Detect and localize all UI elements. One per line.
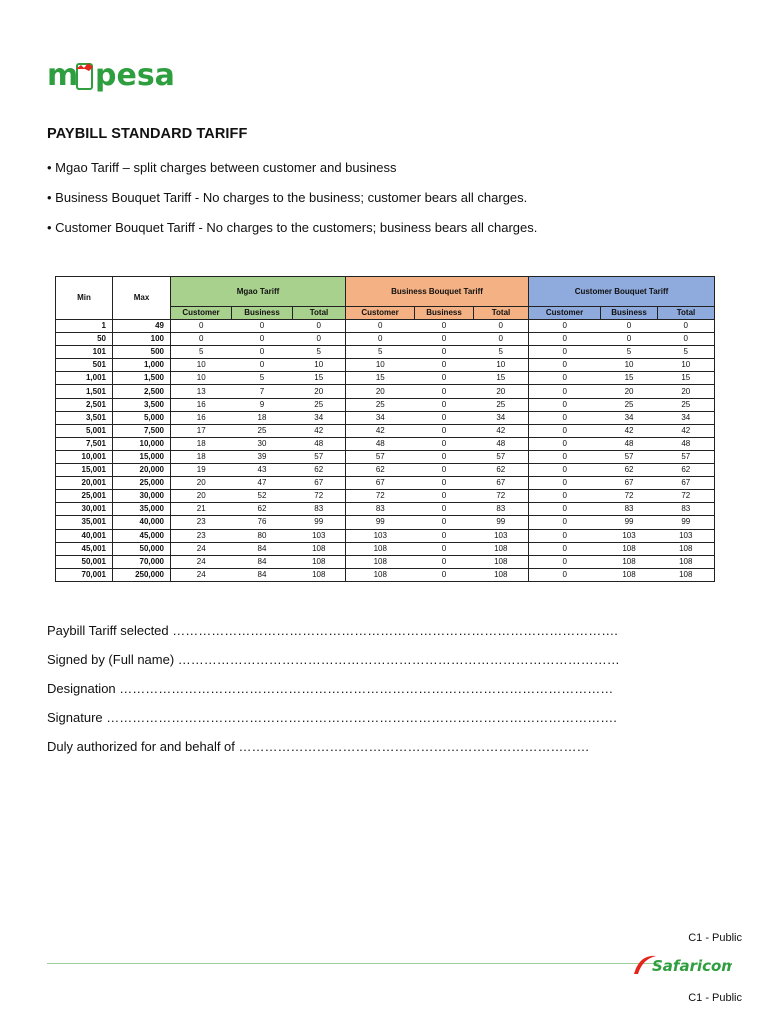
cell-bb-customer: 72 [346,490,415,503]
table-row [56,477,715,490]
cell-cb-customer: 0 [529,411,601,424]
cell-min: 15,001 [56,464,113,477]
cell-max: 3,500 [113,398,171,411]
table-row [56,424,715,437]
logo-text-pesa: pesa [95,58,175,93]
cell-mgao-customer: 19 [171,464,232,477]
cell-bb-business: 0 [415,503,474,516]
cell-bb-total: 67 [474,477,529,490]
cell-min: 1,001 [56,372,113,385]
footer-divider [47,963,659,964]
cell-bb-total: 62 [474,464,529,477]
cell-max: 1,000 [113,359,171,372]
table-row [56,555,715,568]
cell-bb-customer: 10 [346,359,415,372]
form-line-signed-by: Signed by (Full name) ………………………………………………………………………………………… [47,652,620,667]
cell-mgao-total: 108 [293,542,346,555]
cell-cb-total: 108 [658,568,715,581]
cell-mgao-business: 39 [232,450,293,463]
cell-bb-customer: 5 [346,346,415,359]
cell-bb-business: 0 [415,424,474,437]
cell-max: 250,000 [113,568,171,581]
cell-bb-total: 0 [474,333,529,346]
safaricom-logo [632,950,732,976]
cell-max: 40,000 [113,516,171,529]
table-row [56,490,715,503]
cell-min: 501 [56,359,113,372]
cell-bb-total: 25 [474,398,529,411]
cell-min: 70,001 [56,568,113,581]
cell-bb-customer: 103 [346,529,415,542]
form-line-authorized: Duly authorized for and behalf of ……………………………………………………………………… [47,739,590,754]
header-mgao-tariff: Mgao Tariff [171,277,346,307]
cell-min: 40,001 [56,529,113,542]
cell-mgao-customer: 13 [171,385,232,398]
cell-max: 7,500 [113,424,171,437]
cell-cb-total: 42 [658,424,715,437]
table-row [56,333,715,346]
cell-max: 35,000 [113,503,171,516]
cell-cb-customer: 0 [529,516,601,529]
cell-bb-total: 83 [474,503,529,516]
cell-bb-customer: 83 [346,503,415,516]
cell-max: 500 [113,346,171,359]
cell-cb-customer: 0 [529,503,601,516]
classification-label-top: C1 - Public [688,932,742,944]
table-row [56,359,715,372]
cell-bb-total: 108 [474,542,529,555]
cell-cb-business: 108 [601,568,658,581]
cell-bb-total: 42 [474,424,529,437]
cell-cb-business: 25 [601,398,658,411]
tariff-table-body [56,320,715,582]
cell-mgao-total: 0 [293,333,346,346]
cell-bb-business: 0 [415,320,474,333]
tariff-table [55,276,715,582]
cell-bb-business: 0 [415,464,474,477]
cell-bb-customer: 108 [346,555,415,568]
subheader-total: Total [293,307,346,320]
cell-min: 1,501 [56,385,113,398]
subheader-total: Total [658,307,715,320]
cell-bb-total: 15 [474,372,529,385]
cell-mgao-total: 0 [293,320,346,333]
cell-max: 25,000 [113,477,171,490]
cell-mgao-customer: 10 [171,372,232,385]
cell-cb-total: 20 [658,385,715,398]
cell-bb-total: 0 [474,320,529,333]
cell-mgao-customer: 23 [171,516,232,529]
cell-max: 30,000 [113,490,171,503]
cell-mgao-customer: 10 [171,359,232,372]
cell-max: 100 [113,333,171,346]
page-title: PAYBILL STANDARD TARIFF [47,126,248,142]
cell-mgao-total: 34 [293,411,346,424]
cell-bb-customer: 20 [346,385,415,398]
cell-cb-total: 15 [658,372,715,385]
cell-mgao-customer: 23 [171,529,232,542]
cell-bb-customer: 57 [346,450,415,463]
cell-bb-total: 72 [474,490,529,503]
cell-mgao-business: 5 [232,372,293,385]
cell-mgao-customer: 18 [171,450,232,463]
cell-bb-total: 34 [474,411,529,424]
cell-mgao-customer: 24 [171,568,232,581]
cell-cb-customer: 0 [529,568,601,581]
cell-cb-total: 10 [658,359,715,372]
cell-mgao-total: 48 [293,437,346,450]
table-row [56,372,715,385]
table-row [56,398,715,411]
cell-cb-business: 108 [601,542,658,555]
cell-cb-business: 20 [601,385,658,398]
cell-bb-customer: 42 [346,424,415,437]
subheader-business: Business [232,307,293,320]
cell-bb-business: 0 [415,333,474,346]
cell-cb-business: 72 [601,490,658,503]
cell-cb-total: 99 [658,516,715,529]
cell-mgao-total: 83 [293,503,346,516]
cell-mgao-total: 67 [293,477,346,490]
cell-mgao-total: 108 [293,568,346,581]
cell-bb-total: 5 [474,346,529,359]
header-customer-bouquet-tariff: Customer Bouquet Tariff [529,277,715,307]
cell-mgao-business: 84 [232,555,293,568]
cell-bb-total: 103 [474,529,529,542]
cell-bb-business: 0 [415,359,474,372]
cell-bb-total: 108 [474,555,529,568]
cell-cb-customer: 0 [529,542,601,555]
table-row [56,385,715,398]
table-row [56,437,715,450]
cell-min: 101 [56,346,113,359]
cell-bb-business: 0 [415,437,474,450]
cell-bb-business: 0 [415,450,474,463]
cell-bb-business: 0 [415,477,474,490]
cell-cb-business: 5 [601,346,658,359]
cell-bb-customer: 67 [346,477,415,490]
cell-cb-business: 48 [601,437,658,450]
cell-bb-total: 48 [474,437,529,450]
cell-min: 50,001 [56,555,113,568]
form-line-designation: Designation …………………………………………………………………………………………………… [47,681,614,696]
cell-mgao-total: 72 [293,490,346,503]
subheader-business: Business [601,307,658,320]
cell-mgao-total: 20 [293,385,346,398]
bullet-customer-bouquet: • Customer Bouquet Tariff - No charges to the customers; business bears all charges. [47,220,538,235]
cell-bb-customer: 0 [346,333,415,346]
cell-min: 20,001 [56,477,113,490]
cell-max: 45,000 [113,529,171,542]
table-row [56,346,715,359]
header-business-bouquet-tariff: Business Bouquet Tariff [346,277,529,307]
cell-min: 30,001 [56,503,113,516]
cell-max: 50,000 [113,542,171,555]
cell-cb-total: 103 [658,529,715,542]
cell-cb-customer: 0 [529,464,601,477]
cell-mgao-business: 84 [232,542,293,555]
cell-cb-business: 108 [601,555,658,568]
cell-cb-business: 62 [601,464,658,477]
cell-mgao-customer: 16 [171,398,232,411]
cell-mgao-total: 62 [293,464,346,477]
cell-cb-total: 62 [658,464,715,477]
cell-bb-total: 108 [474,568,529,581]
cell-bb-business: 0 [415,346,474,359]
table-row [56,503,715,516]
cell-cb-customer: 0 [529,346,601,359]
cell-cb-total: 83 [658,503,715,516]
bullet-mgao: • Mgao Tariff – split charges between customer and business [47,160,397,175]
cell-mgao-total: 103 [293,529,346,542]
cell-bb-business: 0 [415,411,474,424]
table-row [56,542,715,555]
cell-cb-customer: 0 [529,385,601,398]
cell-mgao-business: 62 [232,503,293,516]
cell-cb-business: 57 [601,450,658,463]
cell-cb-customer: 0 [529,437,601,450]
cell-bb-customer: 99 [346,516,415,529]
cell-cb-total: 25 [658,398,715,411]
bullet-business-bouquet: • Business Bouquet Tariff - No charges to the business; customer bears all charges. [47,190,528,205]
cell-min: 35,001 [56,516,113,529]
cell-mgao-business: 18 [232,411,293,424]
cell-cb-business: 15 [601,372,658,385]
cell-mgao-customer: 21 [171,503,232,516]
cell-mgao-customer: 18 [171,437,232,450]
cell-max: 5,000 [113,411,171,424]
cell-cb-total: 57 [658,450,715,463]
cell-bb-total: 57 [474,450,529,463]
cell-min: 2,501 [56,398,113,411]
cell-cb-total: 34 [658,411,715,424]
cell-max: 20,000 [113,464,171,477]
cell-cb-total: 0 [658,333,715,346]
cell-mgao-business: 0 [232,359,293,372]
cell-cb-customer: 0 [529,490,601,503]
cell-cb-total: 108 [658,542,715,555]
cell-min: 1 [56,320,113,333]
cell-mgao-business: 25 [232,424,293,437]
classification-label-bottom: C1 - Public [688,992,742,1004]
cell-cb-customer: 0 [529,359,601,372]
cell-cb-business: 34 [601,411,658,424]
subheader-customer: Customer [171,307,232,320]
cell-mgao-total: 57 [293,450,346,463]
cell-mgao-business: 9 [232,398,293,411]
cell-mgao-customer: 20 [171,477,232,490]
phone-icon [76,63,93,89]
cell-cb-total: 0 [658,320,715,333]
cell-bb-customer: 0 [346,320,415,333]
cell-mgao-business: 43 [232,464,293,477]
cell-bb-business: 0 [415,490,474,503]
cell-mgao-customer: 17 [171,424,232,437]
cell-cb-customer: 0 [529,424,601,437]
cell-mgao-business: 84 [232,568,293,581]
cell-mgao-total: 108 [293,555,346,568]
cell-bb-business: 0 [415,385,474,398]
cell-mgao-business: 76 [232,516,293,529]
table-row [56,411,715,424]
cell-mgao-business: 0 [232,333,293,346]
subheader-customer: Customer [346,307,415,320]
cell-bb-total: 20 [474,385,529,398]
cell-mgao-customer: 0 [171,320,232,333]
table-row [56,568,715,581]
cell-cb-business: 42 [601,424,658,437]
cell-bb-business: 0 [415,529,474,542]
cell-cb-business: 67 [601,477,658,490]
mpesa-logo [47,55,197,95]
subheader-business: Business [415,307,474,320]
cell-bb-business: 0 [415,568,474,581]
cell-bb-customer: 15 [346,372,415,385]
cell-min: 25,001 [56,490,113,503]
cell-bb-business: 0 [415,542,474,555]
cell-bb-customer: 62 [346,464,415,477]
cell-cb-business: 0 [601,333,658,346]
cell-max: 70,000 [113,555,171,568]
cell-max: 15,000 [113,450,171,463]
form-line-signature: Signature ………………………………………………………………………………………………………. [47,710,617,725]
cell-mgao-business: 30 [232,437,293,450]
cell-mgao-customer: 16 [171,411,232,424]
cell-mgao-business: 7 [232,385,293,398]
cell-mgao-business: 52 [232,490,293,503]
cell-cb-customer: 0 [529,450,601,463]
cell-cb-business: 99 [601,516,658,529]
cell-cb-customer: 0 [529,320,601,333]
subheader-total: Total [474,307,529,320]
cell-mgao-business: 80 [232,529,293,542]
cell-min: 7,501 [56,437,113,450]
table-row [56,516,715,529]
cell-max: 49 [113,320,171,333]
cell-cb-business: 83 [601,503,658,516]
logo-text-m: m [47,58,79,93]
cell-mgao-business: 0 [232,346,293,359]
cell-max: 1,500 [113,372,171,385]
cell-bb-customer: 48 [346,437,415,450]
subheader-customer: Customer [529,307,601,320]
cell-mgao-total: 5 [293,346,346,359]
cell-cb-business: 10 [601,359,658,372]
cell-bb-customer: 108 [346,568,415,581]
cell-mgao-total: 42 [293,424,346,437]
cell-mgao-total: 10 [293,359,346,372]
cell-bb-customer: 34 [346,411,415,424]
cell-max: 10,000 [113,437,171,450]
cell-bb-customer: 108 [346,542,415,555]
cell-mgao-total: 99 [293,516,346,529]
cell-cb-customer: 0 [529,555,601,568]
cell-cb-business: 103 [601,529,658,542]
cell-mgao-customer: 20 [171,490,232,503]
cell-mgao-total: 15 [293,372,346,385]
cell-min: 45,001 [56,542,113,555]
cell-mgao-business: 47 [232,477,293,490]
cell-mgao-customer: 5 [171,346,232,359]
cell-cb-total: 48 [658,437,715,450]
table-row [56,450,715,463]
header-min: Min [56,277,113,320]
cell-min: 5,001 [56,424,113,437]
cell-bb-customer: 25 [346,398,415,411]
form-line-tariff-selected: Paybill Tariff selected …………………………………………………………………………………………. [47,623,618,638]
cell-mgao-customer: 24 [171,555,232,568]
cell-cb-customer: 0 [529,398,601,411]
cell-mgao-business: 0 [232,320,293,333]
cell-min: 3,501 [56,411,113,424]
cell-max: 2,500 [113,385,171,398]
cell-bb-business: 0 [415,555,474,568]
table-row [56,464,715,477]
cell-cb-business: 0 [601,320,658,333]
cell-cb-customer: 0 [529,372,601,385]
cell-bb-business: 0 [415,398,474,411]
cell-bb-business: 0 [415,372,474,385]
cell-min: 50 [56,333,113,346]
cell-bb-business: 0 [415,516,474,529]
header-max: Max [113,277,171,320]
cell-cb-total: 5 [658,346,715,359]
cell-mgao-total: 25 [293,398,346,411]
safaricom-logo-text: Safaricom [652,957,732,975]
cell-cb-total: 72 [658,490,715,503]
cell-mgao-customer: 24 [171,542,232,555]
table-row [56,529,715,542]
cell-cb-total: 108 [658,555,715,568]
cell-bb-total: 10 [474,359,529,372]
cell-mgao-customer: 0 [171,333,232,346]
cell-cb-customer: 0 [529,529,601,542]
table-row [56,320,715,333]
cell-bb-total: 99 [474,516,529,529]
cell-min: 10,001 [56,450,113,463]
cell-cb-customer: 0 [529,477,601,490]
cell-cb-total: 67 [658,477,715,490]
cell-cb-customer: 0 [529,333,601,346]
